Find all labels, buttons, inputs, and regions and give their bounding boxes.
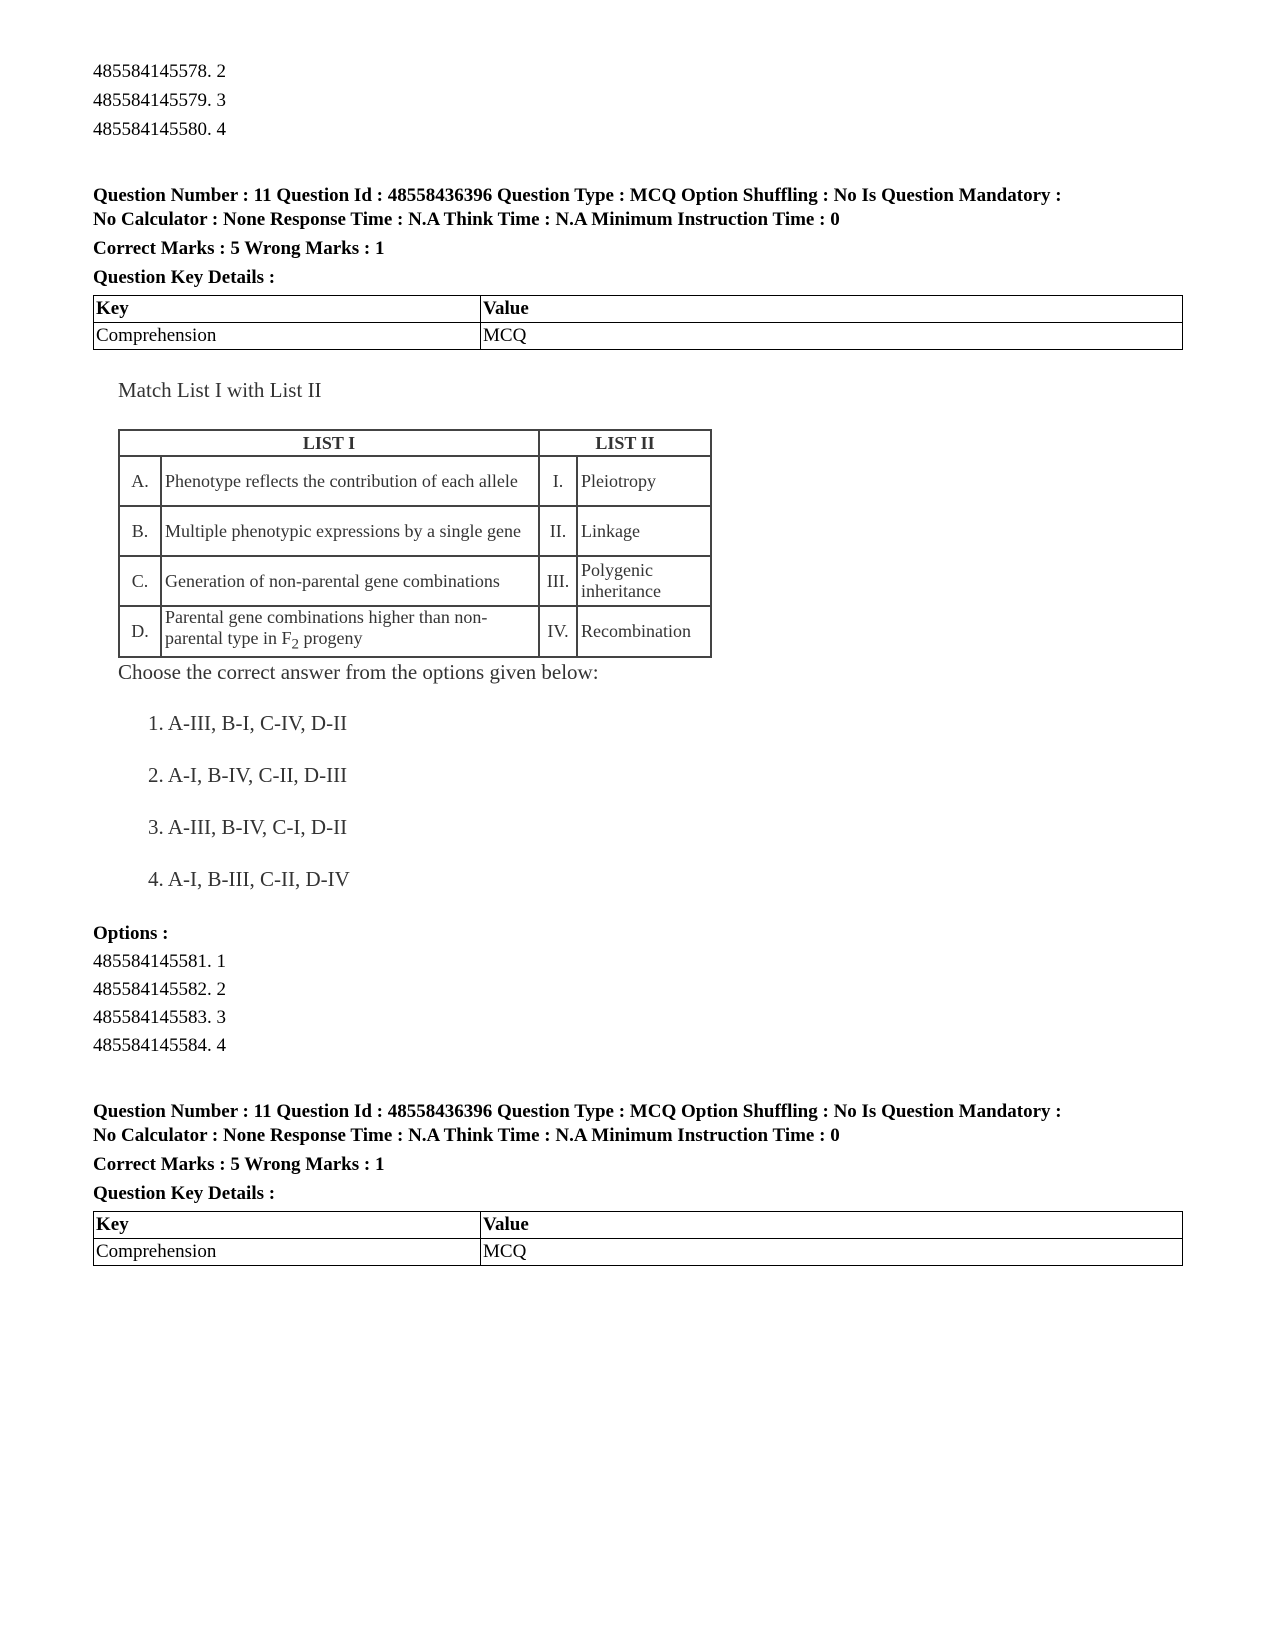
row-match: Linkage <box>577 506 711 556</box>
row-match: Pleiotropy <box>577 456 711 506</box>
row-roman: IV. <box>539 606 577 657</box>
key-table-row <box>94 1239 1183 1266</box>
prev-option: 485584145578. 2 <box>93 61 226 82</box>
question-header-line1: Question Number : 11 Question Id : 48558436396 Question Type : MCQ Option Shuffling : No Is Question Mandatory : <box>93 1101 1062 1122</box>
question-header-line1: Question Number : 11 Question Id : 48558436396 Question Type : MCQ Option Shuffling : No Is Question Mandatory : <box>93 185 1062 206</box>
question-header-line2: No Calculator : None Response Time : N.A Think Time : N.A Minimum Instruction Time : 0 <box>93 209 840 230</box>
options-label: Options : <box>93 923 169 944</box>
question-header-line2: No Calculator : None Response Time : N.A Think Time : N.A Minimum Instruction Time : 0 <box>93 1125 840 1146</box>
key-cell: Comprehension <box>94 323 481 350</box>
row-description-text: Parental gene combinations higher than non-parental type in F <box>165 607 488 648</box>
match-row <box>119 456 711 506</box>
answer-choice: 3. A-III, B-IV, C-I, D-II <box>148 815 348 839</box>
key-header: Key <box>94 296 481 323</box>
key-table-row <box>94 323 1183 350</box>
answer-choice: 1. A-III, B-I, C-IV, D-II <box>148 711 348 735</box>
row-letter: B. <box>119 506 161 556</box>
match-row <box>119 556 711 606</box>
match-row <box>119 506 711 556</box>
option-item: 485584145581. 1 <box>93 951 226 972</box>
value-header: Value <box>481 296 1183 323</box>
question-key-table <box>93 295 1183 350</box>
question-key-table <box>93 1211 1183 1266</box>
prev-option: 485584145579. 3 <box>93 90 226 111</box>
row-roman: III. <box>539 556 577 606</box>
list-two-header: LIST II <box>539 430 711 456</box>
row-letter: D. <box>119 606 161 657</box>
row-letter: C. <box>119 556 161 606</box>
row-match: Recombination <box>577 606 711 657</box>
answer-choice: 2. A-I, B-IV, C-II, D-III <box>148 763 348 787</box>
list-one-header: LIST I <box>119 430 539 456</box>
row-match: Polygenic inheritance <box>577 556 711 606</box>
option-item: 485584145584. 4 <box>93 1035 226 1056</box>
question-marks: Correct Marks : 5 Wrong Marks : 1 <box>93 238 385 259</box>
prev-option: 485584145580. 4 <box>93 119 226 140</box>
row-description: Generation of non-parental gene combinations <box>161 556 539 606</box>
key-header: Key <box>94 1212 481 1239</box>
row-description-subscript: 2 <box>291 636 299 653</box>
question-marks: Correct Marks : 5 Wrong Marks : 1 <box>93 1154 385 1175</box>
row-description: Multiple phenotypic expressions by a single gene <box>161 506 539 556</box>
row-description-tail: progeny <box>298 628 363 648</box>
value-cell: MCQ <box>481 1239 1183 1266</box>
row-letter: A. <box>119 456 161 506</box>
choose-instruction: Choose the correct answer from the options given below: <box>118 660 599 684</box>
row-description: Phenotype reflects the contribution of each allele <box>161 456 539 506</box>
key-table-header-row <box>94 296 1183 323</box>
match-lists-table <box>118 429 712 658</box>
value-header: Value <box>481 1212 1183 1239</box>
question-key-details-label: Question Key Details : <box>93 267 276 288</box>
row-description <box>161 606 539 657</box>
answer-choice: 4. A-I, B-III, C-II, D-IV <box>148 867 350 891</box>
match-prompt: Match List I with List II <box>118 378 322 402</box>
row-roman: II. <box>539 506 577 556</box>
option-item: 485584145582. 2 <box>93 979 226 1000</box>
question-key-details-label: Question Key Details : <box>93 1183 276 1204</box>
option-item: 485584145583. 3 <box>93 1007 226 1028</box>
key-table-header-row <box>94 1212 1183 1239</box>
key-cell: Comprehension <box>94 1239 481 1266</box>
value-cell: MCQ <box>481 323 1183 350</box>
question-image <box>118 378 718 938</box>
match-table-header <box>119 430 711 456</box>
row-roman: I. <box>539 456 577 506</box>
match-row <box>119 606 711 657</box>
